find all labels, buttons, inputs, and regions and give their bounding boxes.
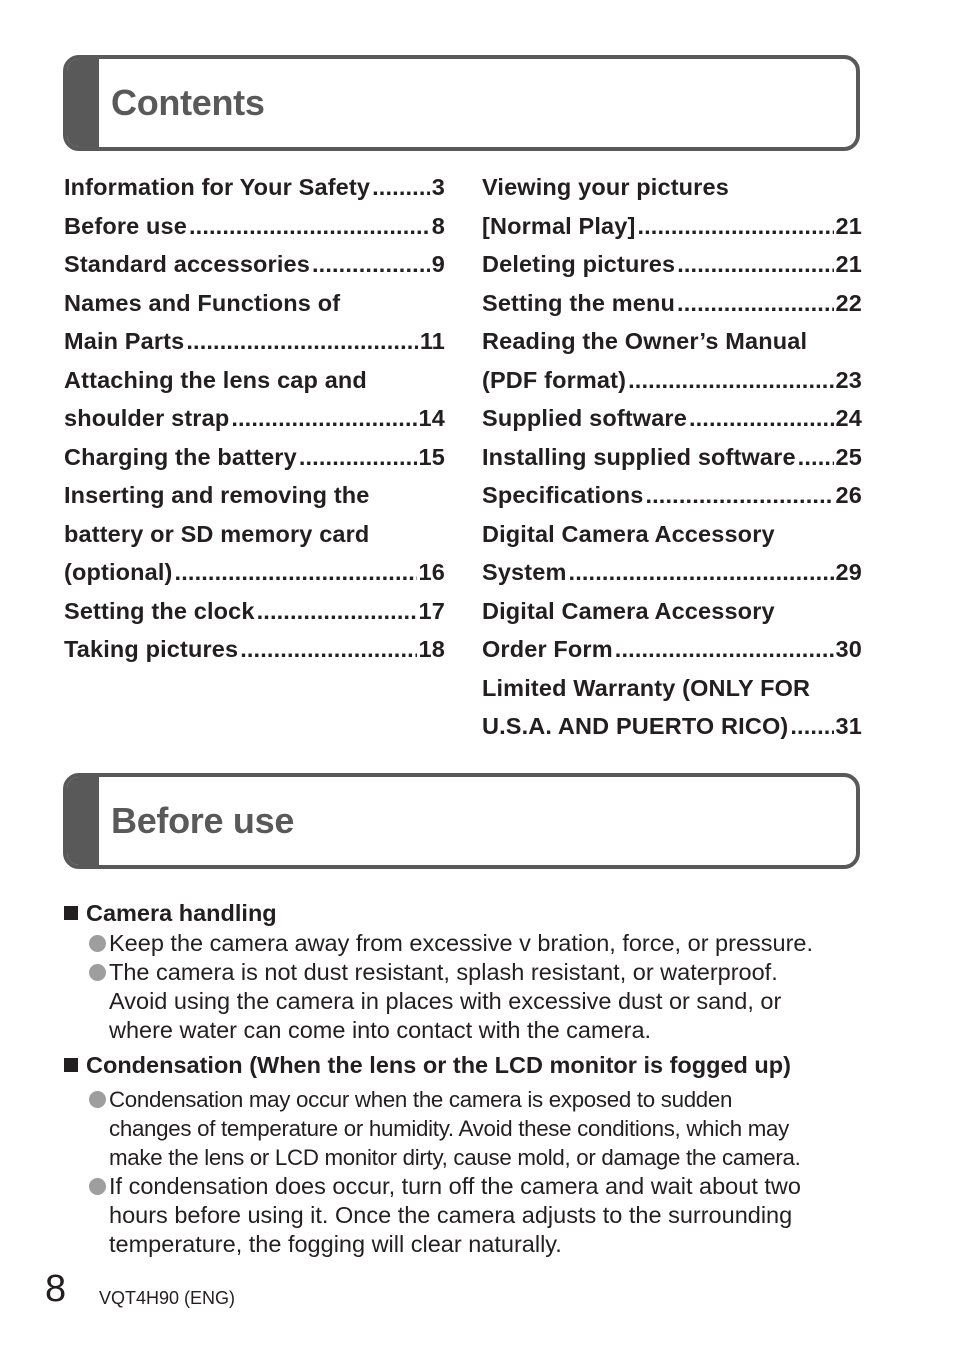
- toc-dot-leader: [175, 559, 417, 586]
- header-accent-bar: [67, 59, 99, 147]
- toc-page-number: 30: [835, 636, 862, 662]
- toc-dot-leader: [677, 290, 834, 317]
- bullet-line: If condensation does occur, turn off the camera and wait about two: [109, 1173, 801, 1199]
- toc-entry-title: (PDF format): [482, 366, 627, 393]
- toc-page-number: 21: [835, 212, 862, 239]
- before-use-title: Before use: [111, 800, 295, 841]
- toc-entry[interactable]: [482, 444, 862, 483]
- toc-page-number: 9: [431, 251, 445, 277]
- toc-dot-leader: [790, 713, 833, 740]
- toc-dot-leader: [189, 213, 430, 240]
- header-accent-bar: [67, 777, 99, 865]
- toc-entry-title: Installing supplied software: [482, 443, 796, 470]
- toc-page-number: 14: [418, 405, 445, 431]
- circle-bullet-icon: [89, 1178, 106, 1195]
- circle-bullet-icon: [89, 1091, 106, 1108]
- camera-handling-heading-text: Camera handling: [86, 899, 277, 926]
- toc-page-number: 29: [835, 559, 862, 585]
- toc-entry[interactable]: [64, 367, 445, 406]
- bullet-line: Avoid using the camera in places with excessive dust or sand, or: [109, 988, 782, 1014]
- toc-entry-title: System: [482, 559, 567, 585]
- contents-header: [63, 55, 860, 151]
- toc-entry-title: Charging the battery: [64, 443, 297, 470]
- toc-entry-title: Information for Your Safety: [64, 174, 371, 200]
- camera-handling-bullet-2: [64, 958, 884, 1045]
- toc-entry-title: Taking pictures: [64, 636, 239, 662]
- camera-handling-heading: [64, 897, 884, 929]
- toc-entry-title: Names and Functions of: [64, 289, 341, 316]
- bullet-line: The camera is not dust resistant, splash resistant, or waterproof.: [109, 959, 778, 985]
- bullet-line: Condensation may occur when the camera is exposed to sudden: [109, 1087, 733, 1112]
- toc-entry[interactable]: [482, 559, 862, 598]
- toc-entry[interactable]: [64, 328, 445, 367]
- contents-title: Contents: [111, 82, 265, 123]
- toc-entry[interactable]: [482, 174, 862, 213]
- toc-page-number: 8: [431, 212, 445, 239]
- toc-entry[interactable]: [482, 713, 862, 752]
- toc-entry-title: shoulder strap: [64, 405, 230, 431]
- bullet-line: hours before using it. Once the camera adjusts to the surrounding: [109, 1202, 793, 1228]
- bullet-line: make the lens or LCD monitor dirty, cause mold, or damage the camera.: [109, 1145, 801, 1170]
- toc-entry[interactable]: [482, 328, 862, 367]
- toc-entry-title: Setting the menu: [482, 289, 676, 316]
- toc-page-number: 21: [835, 251, 862, 277]
- condensation-bullet-2: [64, 1172, 884, 1259]
- toc-dot-leader: [372, 174, 430, 201]
- toc-dot-leader: [231, 405, 416, 432]
- toc-entry[interactable]: [64, 174, 445, 213]
- toc-dot-leader: [645, 482, 833, 509]
- toc-page-number: 31: [835, 713, 862, 739]
- toc-entry-title: Inserting and removing the: [64, 482, 370, 508]
- toc-page-number: 26: [835, 482, 862, 508]
- toc-entry-title: Deleting pictures: [482, 251, 676, 277]
- toc-entry[interactable]: [64, 482, 445, 521]
- before-use-header: [63, 773, 860, 869]
- toc-entry-title: Digital Camera Accessory: [482, 597, 775, 624]
- page-number: 8: [45, 1268, 67, 1310]
- toc-entry-title: Setting the clock: [64, 597, 255, 624]
- toc-entry[interactable]: [64, 636, 445, 675]
- toc-entry[interactable]: [64, 290, 445, 329]
- toc-entry-title: (optional): [64, 559, 173, 585]
- toc-dot-leader: [798, 444, 834, 471]
- bullet-line: temperature, the fogging will clear naturally.: [109, 1231, 562, 1257]
- toc-entry[interactable]: [482, 636, 862, 675]
- bullet-line: changes of temperature or humidity. Avoid these conditions, which may: [109, 1116, 789, 1141]
- toc-entry[interactable]: [482, 251, 862, 290]
- toc-entry-title: Standard accessories: [64, 251, 310, 277]
- toc-entry[interactable]: [64, 213, 445, 252]
- toc-entry-title: Attaching the lens cap and: [64, 366, 367, 393]
- toc-dot-leader: [637, 213, 833, 240]
- toc-entry[interactable]: [482, 598, 862, 637]
- toc-page-number: 24: [835, 405, 862, 431]
- toc-entry-title: Supplied software: [482, 405, 687, 431]
- toc-entry[interactable]: [482, 675, 862, 714]
- toc-entry-title: Specifications: [482, 482, 644, 508]
- toc-dot-leader: [677, 251, 833, 278]
- toc-page-number: 15: [418, 443, 445, 470]
- toc-dot-leader: [628, 367, 833, 394]
- toc-entry-title: Before use: [64, 212, 187, 239]
- toc-entry-title: Viewing your pictures: [482, 174, 729, 200]
- toc-page-number: 18: [418, 636, 445, 662]
- toc-entry[interactable]: [64, 251, 445, 290]
- toc-dot-leader: [186, 328, 418, 355]
- toc-page-number: 25: [835, 443, 862, 470]
- toc-entry[interactable]: [482, 290, 862, 329]
- condensation-heading: [64, 1049, 884, 1081]
- toc-entry[interactable]: [64, 444, 445, 483]
- toc-entry[interactable]: [482, 521, 862, 560]
- toc-dot-leader: [257, 598, 417, 625]
- toc-left-column: [64, 174, 445, 675]
- bullet-line: where water can come into contact with the camera.: [109, 1017, 652, 1043]
- toc-entry-title: Limited Warranty (ONLY FOR: [482, 674, 811, 701]
- square-bullet-icon: [64, 906, 78, 920]
- toc-page-number: 3: [431, 174, 445, 200]
- toc-entry[interactable]: [482, 367, 862, 406]
- toc-entry[interactable]: [64, 559, 445, 598]
- toc-page-number: 17: [418, 597, 445, 624]
- toc-entry[interactable]: [64, 521, 445, 560]
- toc-dot-leader: [689, 405, 834, 432]
- toc-page-number: 22: [835, 289, 862, 316]
- toc-entry-title: battery or SD memory card: [64, 520, 370, 547]
- toc-entry-title: Order Form: [482, 636, 613, 662]
- toc-entry[interactable]: [482, 405, 862, 444]
- toc-page-number: 23: [835, 366, 862, 393]
- before-use-body: [64, 897, 884, 1259]
- toc-right-column: [482, 174, 862, 752]
- toc-dot-leader: [312, 251, 430, 278]
- toc-entry-title: Main Parts: [64, 328, 185, 354]
- toc-dot-leader: [569, 559, 834, 586]
- toc-entry-title: Digital Camera Accessory: [482, 520, 775, 547]
- document-code: VQT4H90 (ENG): [99, 1288, 236, 1308]
- toc-page-number: 11: [419, 328, 445, 354]
- toc-entry[interactable]: [64, 405, 445, 444]
- toc-entry-title: [Normal Play]: [482, 212, 636, 239]
- toc-entry[interactable]: [482, 213, 862, 252]
- square-bullet-icon: [64, 1058, 78, 1072]
- toc-dot-leader: [240, 636, 416, 663]
- toc-page-number: 16: [418, 559, 445, 585]
- toc-entry-title: Reading the Owner’s Manual: [482, 328, 808, 354]
- condensation-heading-text: Condensation (When the lens or the LCD monitor is fogged up): [86, 1051, 791, 1078]
- condensation-bullet-1: [64, 1085, 884, 1172]
- camera-handling-bullet-1: [64, 929, 884, 958]
- toc-entry-title: U.S.A. AND PUERTO RICO): [482, 713, 789, 739]
- toc-entry[interactable]: [64, 598, 445, 637]
- toc-dot-leader: [299, 444, 417, 471]
- toc-dot-leader: [615, 636, 834, 663]
- circle-bullet-icon: [89, 964, 106, 981]
- bullet-line: Keep the camera away from excessive v bration, force, or pressure.: [109, 930, 814, 956]
- circle-bullet-icon: [89, 935, 106, 952]
- toc-entry[interactable]: [482, 482, 862, 521]
